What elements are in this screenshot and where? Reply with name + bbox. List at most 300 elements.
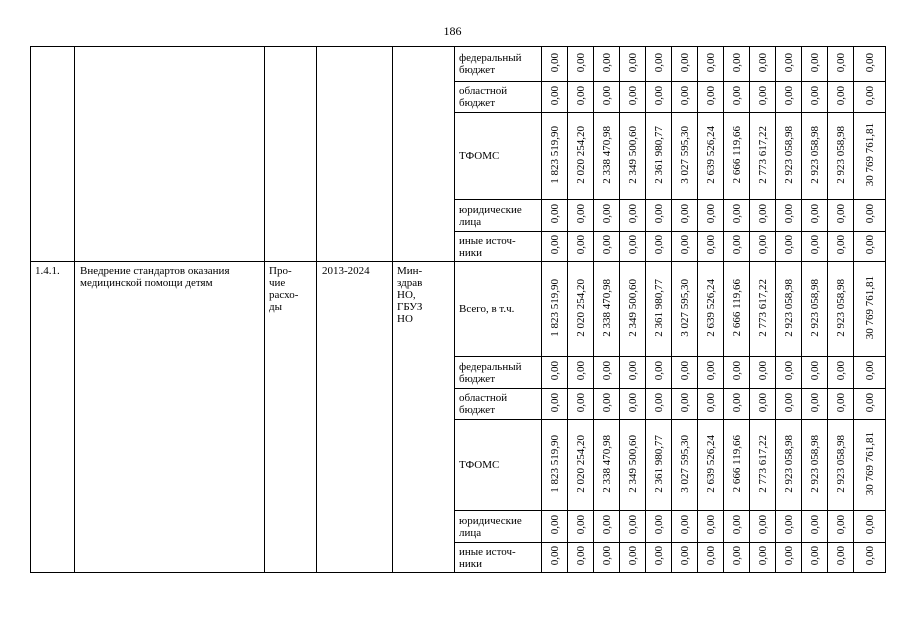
value-cell (646, 232, 672, 262)
value-text: 2 349 500,60 (626, 278, 639, 337)
value-cell (750, 113, 776, 200)
funding-source: иные источ- ники (455, 232, 542, 262)
value-text: 2 923 058,98 (808, 278, 821, 337)
value-cell (646, 47, 672, 82)
value-text: 0,00 (808, 204, 821, 224)
value-cell (620, 511, 646, 543)
value-cell (594, 511, 620, 543)
value-cell (828, 47, 854, 82)
value-cell (854, 47, 886, 82)
value-cell (542, 389, 568, 420)
value-text: 0,00 (704, 235, 717, 255)
value-cell (672, 420, 698, 511)
value-cell (594, 232, 620, 262)
value-text: 0,00 (678, 361, 691, 381)
value-text: 2 666 119,66 (730, 278, 743, 337)
value-cell (594, 357, 620, 389)
value-cell (828, 389, 854, 420)
value-cell (854, 232, 886, 262)
value-cell (828, 511, 854, 543)
value-text: 0,00 (652, 235, 665, 255)
value-cell (828, 262, 854, 357)
value-text: 0,00 (678, 235, 691, 255)
value-text: 0,00 (548, 546, 561, 566)
value-cell (672, 200, 698, 232)
value-cell (568, 389, 594, 420)
value-text: 0,00 (704, 361, 717, 381)
value-cell (594, 543, 620, 573)
value-cell (698, 200, 724, 232)
value-text: 0,00 (574, 515, 587, 535)
value-text: 1 823 519,90 (548, 125, 561, 184)
value-cell (854, 511, 886, 543)
activity-code: 1.4.1. (31, 262, 75, 573)
value-cell (568, 232, 594, 262)
value-text: 0,00 (652, 204, 665, 224)
value-cell (672, 511, 698, 543)
value-cell (802, 420, 828, 511)
value-text: 0,00 (863, 235, 876, 255)
value-text: 0,00 (548, 392, 561, 413)
value-text: 0,00 (808, 85, 821, 106)
value-text: 0,00 (626, 204, 639, 224)
value-text: 0,00 (782, 546, 795, 566)
value-cell (594, 47, 620, 82)
value-text: 0,00 (730, 52, 743, 73)
value-cell (594, 389, 620, 420)
value-text: 0,00 (730, 515, 743, 535)
value-text: 0,00 (600, 392, 613, 413)
value-text: 0,00 (626, 392, 639, 413)
value-text: 0,00 (730, 235, 743, 255)
value-text: 0,00 (600, 52, 613, 73)
value-cell (828, 113, 854, 200)
value-text: 3 027 595,30 (678, 278, 691, 337)
value-cell (568, 200, 594, 232)
value-text: 2 639 526,24 (704, 278, 717, 337)
value-text: 0,00 (730, 392, 743, 413)
value-cell (594, 262, 620, 357)
funding-source: областной бюджет (455, 389, 542, 420)
value-text: 2 020 254,20 (574, 434, 587, 493)
value-cell (698, 47, 724, 82)
activity-executor: Мин- здрав НО, ГБУЗ НО (393, 262, 455, 573)
value-text: 0,00 (678, 515, 691, 535)
value-text: 0,00 (756, 546, 769, 566)
value-cell (750, 543, 776, 573)
value-text: 2 020 254,20 (574, 125, 587, 184)
value-text: 0,00 (863, 515, 876, 535)
value-cell (750, 511, 776, 543)
value-cell (646, 82, 672, 113)
value-text: 0,00 (574, 361, 587, 381)
value-cell (620, 82, 646, 113)
value-text: 0,00 (782, 204, 795, 224)
value-text: 0,00 (600, 361, 613, 381)
value-text: 0,00 (808, 546, 821, 566)
funding-source: ТФОМС (455, 420, 542, 511)
value-cell (646, 113, 672, 200)
value-text: 0,00 (626, 361, 639, 381)
value-text: 0,00 (756, 361, 769, 381)
value-text: 0,00 (574, 546, 587, 566)
value-cell (672, 232, 698, 262)
value-text: 0,00 (600, 515, 613, 535)
value-text: 0,00 (834, 235, 847, 255)
value-cell (542, 200, 568, 232)
value-cell (620, 357, 646, 389)
value-text: 0,00 (626, 546, 639, 566)
value-text: 0,00 (756, 204, 769, 224)
value-cell (698, 357, 724, 389)
value-text: 0,00 (600, 85, 613, 106)
value-text: 0,00 (834, 392, 847, 413)
value-text: 0,00 (808, 52, 821, 73)
value-text: 0,00 (834, 85, 847, 106)
value-text: 30 769 761,81 (863, 275, 876, 340)
value-cell (776, 511, 802, 543)
value-cell (802, 232, 828, 262)
value-text: 2 338 470,98 (600, 125, 613, 184)
value-cell (724, 113, 750, 200)
value-text: 0,00 (548, 85, 561, 106)
value-cell (620, 389, 646, 420)
value-text: 0,00 (652, 546, 665, 566)
value-text: 0,00 (704, 52, 717, 73)
table-row (31, 262, 886, 357)
value-cell (542, 420, 568, 511)
value-text: 2 361 980,77 (652, 278, 665, 337)
value-text: 2 338 470,98 (600, 278, 613, 337)
funding-source: федеральный бюджет (455, 47, 542, 82)
value-text: 0,00 (574, 235, 587, 255)
value-cell (854, 113, 886, 200)
value-text: 0,00 (834, 546, 847, 566)
value-cell (724, 200, 750, 232)
value-text: 2 639 526,24 (704, 125, 717, 184)
value-text: 1 823 519,90 (548, 434, 561, 493)
value-text: 0,00 (704, 85, 717, 106)
value-cell (542, 232, 568, 262)
value-text: 2 923 058,98 (808, 125, 821, 184)
value-cell (646, 262, 672, 357)
value-text: 0,00 (652, 515, 665, 535)
value-cell (594, 200, 620, 232)
value-text: 2 338 470,98 (600, 434, 613, 493)
value-cell (542, 262, 568, 357)
blank-period-cell (317, 47, 393, 262)
value-cell (776, 47, 802, 82)
value-text: 0,00 (678, 392, 691, 413)
value-text: 2 666 119,66 (730, 125, 743, 184)
value-text: 0,00 (863, 204, 876, 224)
value-text: 0,00 (782, 235, 795, 255)
value-text: 0,00 (834, 515, 847, 535)
table-row (31, 47, 886, 82)
value-text: 0,00 (652, 52, 665, 73)
value-cell (646, 200, 672, 232)
value-cell (646, 543, 672, 573)
value-text: 2 923 058,98 (782, 278, 795, 337)
funding-source: федеральный бюджет (455, 357, 542, 389)
value-text: 0,00 (600, 235, 613, 255)
value-cell (724, 47, 750, 82)
value-text: 0,00 (756, 85, 769, 106)
value-text: 2 923 058,98 (782, 125, 795, 184)
value-cell (698, 511, 724, 543)
value-text: 2 773 617,22 (756, 434, 769, 493)
value-cell (776, 357, 802, 389)
value-text: 0,00 (678, 546, 691, 566)
value-cell (646, 357, 672, 389)
value-text: 2 020 254,20 (574, 278, 587, 337)
value-text: 0,00 (756, 235, 769, 255)
value-text: 0,00 (548, 235, 561, 255)
value-text: 0,00 (756, 52, 769, 73)
value-cell (620, 420, 646, 511)
value-text: 3 027 595,30 (678, 434, 691, 493)
value-text: 0,00 (574, 204, 587, 224)
value-cell (750, 200, 776, 232)
value-cell (620, 232, 646, 262)
value-cell (776, 420, 802, 511)
value-text: 0,00 (730, 85, 743, 106)
blank-type-cell (265, 47, 317, 262)
value-cell (542, 82, 568, 113)
value-text: 2 639 526,24 (704, 434, 717, 493)
value-text: 0,00 (548, 515, 561, 535)
value-cell (854, 357, 886, 389)
funding-source: юридические лица (455, 200, 542, 232)
value-cell (698, 543, 724, 573)
value-text: 0,00 (652, 392, 665, 413)
value-cell (776, 543, 802, 573)
value-text: 0,00 (600, 546, 613, 566)
value-cell (854, 200, 886, 232)
value-cell (698, 232, 724, 262)
value-text: 2 349 500,60 (626, 125, 639, 184)
value-text: 2 773 617,22 (756, 125, 769, 184)
value-cell (776, 389, 802, 420)
value-text: 0,00 (704, 515, 717, 535)
value-cell (542, 113, 568, 200)
value-text: 2 923 058,98 (834, 278, 847, 337)
value-cell (620, 543, 646, 573)
value-cell (568, 357, 594, 389)
value-cell (802, 511, 828, 543)
value-text: 0,00 (782, 361, 795, 381)
value-text: 0,00 (652, 361, 665, 381)
value-cell (828, 357, 854, 389)
value-cell (802, 200, 828, 232)
funding-source: иные источ- ники (455, 543, 542, 573)
value-cell (568, 420, 594, 511)
value-text: 2 773 617,22 (756, 278, 769, 337)
value-cell (698, 420, 724, 511)
value-text: 0,00 (863, 392, 876, 413)
value-text: 2 666 119,66 (730, 434, 743, 493)
value-cell (750, 232, 776, 262)
value-cell (698, 262, 724, 357)
value-text: 30 769 761,81 (863, 122, 876, 187)
value-cell (854, 543, 886, 573)
value-cell (672, 357, 698, 389)
blank-name-cell (75, 47, 265, 262)
value-text: 0,00 (782, 52, 795, 73)
value-text: 0,00 (808, 361, 821, 381)
value-text: 0,00 (600, 204, 613, 224)
value-cell (776, 232, 802, 262)
value-cell (698, 113, 724, 200)
value-text: 3 027 595,30 (678, 125, 691, 184)
value-cell (724, 511, 750, 543)
value-text: 0,00 (782, 392, 795, 413)
value-cell (698, 389, 724, 420)
funding-source: ТФОМС (455, 113, 542, 200)
value-text: 0,00 (730, 204, 743, 224)
value-cell (854, 420, 886, 511)
value-text: 30 769 761,81 (863, 431, 876, 496)
value-text: 0,00 (863, 52, 876, 73)
value-cell (776, 82, 802, 113)
value-cell (828, 420, 854, 511)
value-cell (802, 47, 828, 82)
value-cell (724, 543, 750, 573)
value-text: 0,00 (548, 204, 561, 224)
value-cell (672, 113, 698, 200)
funding-source: областной бюджет (455, 82, 542, 113)
value-cell (724, 420, 750, 511)
value-cell (672, 82, 698, 113)
value-cell (594, 113, 620, 200)
value-cell (802, 389, 828, 420)
value-text: 0,00 (834, 204, 847, 224)
value-text: 0,00 (863, 85, 876, 106)
value-cell (672, 47, 698, 82)
value-text: 2 349 500,60 (626, 434, 639, 493)
value-cell (594, 82, 620, 113)
value-text: 0,00 (678, 204, 691, 224)
value-cell (724, 389, 750, 420)
budget-table (30, 46, 886, 573)
value-text: 2 361 980,77 (652, 434, 665, 493)
value-cell (620, 47, 646, 82)
value-cell (620, 113, 646, 200)
value-cell (750, 420, 776, 511)
value-text: 0,00 (782, 85, 795, 106)
value-text: 2 923 058,98 (834, 125, 847, 184)
value-text: 0,00 (863, 546, 876, 566)
value-cell (646, 389, 672, 420)
value-cell (568, 47, 594, 82)
value-cell (750, 47, 776, 82)
value-cell (724, 357, 750, 389)
value-cell (646, 420, 672, 511)
page-number: 186 (443, 24, 462, 38)
value-cell (828, 82, 854, 113)
value-cell (542, 543, 568, 573)
value-text: 0,00 (652, 85, 665, 106)
value-cell (776, 200, 802, 232)
value-text: 0,00 (808, 515, 821, 535)
value-text: 0,00 (808, 392, 821, 413)
value-text: 0,00 (626, 515, 639, 535)
value-text: 0,00 (808, 235, 821, 255)
value-text: 0,00 (574, 52, 587, 73)
value-cell (568, 543, 594, 573)
value-cell (776, 262, 802, 357)
value-cell (542, 47, 568, 82)
value-text: 2 923 058,98 (782, 434, 795, 493)
value-cell (568, 82, 594, 113)
value-cell (828, 232, 854, 262)
expense-type: Про- чие расхо- ды (265, 262, 317, 573)
value-cell (854, 389, 886, 420)
value-cell (802, 82, 828, 113)
value-cell (620, 262, 646, 357)
value-text: 2 923 058,98 (834, 434, 847, 493)
value-text: 0,00 (704, 392, 717, 413)
value-cell (672, 389, 698, 420)
value-text: 0,00 (756, 392, 769, 413)
funding-source: Всего, в т.ч. (455, 262, 542, 357)
value-text: 0,00 (574, 85, 587, 106)
value-text: 0,00 (548, 361, 561, 381)
value-cell (698, 82, 724, 113)
value-cell (802, 543, 828, 573)
value-text: 0,00 (730, 361, 743, 381)
value-text: 0,00 (626, 235, 639, 255)
value-text: 0,00 (574, 392, 587, 413)
value-text: 0,00 (678, 85, 691, 106)
blank-exec-cell (393, 47, 455, 262)
value-text: 0,00 (782, 515, 795, 535)
value-cell (776, 113, 802, 200)
activity-period: 2013-2024 (317, 262, 393, 573)
value-text: 0,00 (626, 52, 639, 73)
value-text: 0,00 (704, 204, 717, 224)
value-text: 0,00 (863, 361, 876, 381)
value-cell (724, 232, 750, 262)
funding-source: юридические лица (455, 511, 542, 543)
value-cell (802, 262, 828, 357)
value-text: 2 923 058,98 (808, 434, 821, 493)
value-cell (646, 511, 672, 543)
value-text: 2 361 980,77 (652, 125, 665, 184)
value-cell (802, 357, 828, 389)
value-cell (724, 262, 750, 357)
value-cell (854, 82, 886, 113)
value-text: 0,00 (704, 546, 717, 566)
value-text: 0,00 (626, 85, 639, 106)
blank-num-cell (31, 47, 75, 262)
value-cell (568, 511, 594, 543)
value-text: 1 823 519,90 (548, 278, 561, 337)
value-cell (594, 420, 620, 511)
value-cell (828, 543, 854, 573)
value-text: 0,00 (678, 52, 691, 73)
value-cell (568, 113, 594, 200)
value-text: 0,00 (834, 52, 847, 73)
value-cell (672, 262, 698, 357)
value-text: 0,00 (548, 52, 561, 73)
value-cell (802, 113, 828, 200)
value-cell (854, 262, 886, 357)
value-cell (724, 82, 750, 113)
value-cell (542, 511, 568, 543)
value-cell (750, 357, 776, 389)
value-cell (672, 543, 698, 573)
